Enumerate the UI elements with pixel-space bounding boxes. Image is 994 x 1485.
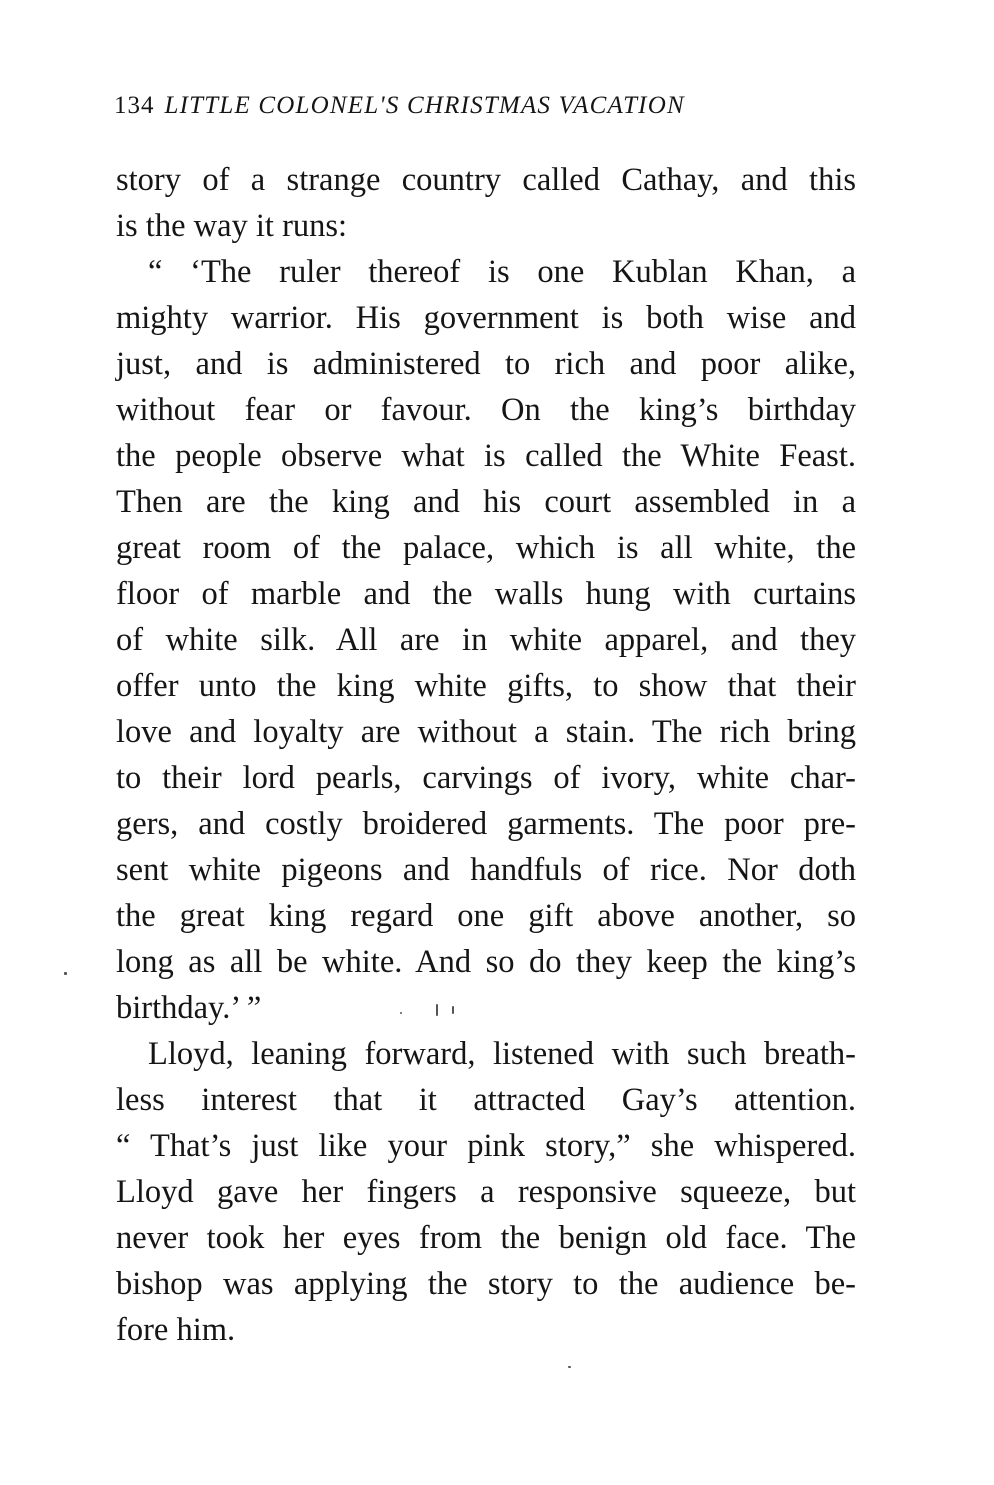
text-line: the great king regard one gift above another, so xyxy=(116,898,856,934)
text-line: mighty warrior. His government is both wise and xyxy=(116,300,856,336)
scan-speck xyxy=(452,1006,454,1014)
text-line: love and loyalty are without a stain. The rich bring xyxy=(116,714,856,750)
text-line: “ That’s just like your pink story,” she whispered. xyxy=(116,1128,856,1164)
text-line: Lloyd gave her fingers a responsive squeeze, but xyxy=(116,1174,856,1210)
text-line: less interest that it attracted Gay’s attention. xyxy=(116,1082,856,1118)
text-line: great room of the palace, which is all white, the xyxy=(116,530,856,566)
text-line: the people observe what is called the White Feast. xyxy=(116,438,856,474)
text-line: gers, and costly broidered garments. The poor pre- xyxy=(116,806,856,842)
text-line: birthday.’ ” xyxy=(116,990,262,1026)
text-line: Then are the king and his court assembled in a xyxy=(116,484,856,520)
text-line: never took her eyes from the benign old face. The xyxy=(116,1220,856,1256)
text-line: bishop was applying the story to the audience be- xyxy=(116,1266,856,1302)
running-title: LITTLE COLONEL'S CHRISTMAS VACATION xyxy=(164,92,685,119)
scan-speck xyxy=(400,1012,402,1014)
text-line: “ ‘The ruler thereof is one Kublan Khan, a xyxy=(148,254,856,290)
scan-speck xyxy=(568,1366,571,1368)
running-header xyxy=(114,88,874,124)
text-line: just, and is administered to rich and poor alike, xyxy=(116,346,856,382)
text-line: is the way it runs: xyxy=(116,208,348,244)
text-line: sent white pigeons and handfuls of rice. Nor doth xyxy=(116,852,856,888)
text-line: fore him. xyxy=(116,1312,236,1348)
page-number: 134 xyxy=(114,92,155,119)
text-line: offer unto the king white gifts, to show that their xyxy=(116,668,856,704)
text-line: story of a strange country called Cathay, and this xyxy=(116,162,856,198)
text-line: to their lord pearls, carvings of ivory, white char- xyxy=(116,760,856,796)
text-line: of white silk. All are in white apparel, and they xyxy=(116,622,856,658)
text-line: without fear or favour. On the king’s birthday xyxy=(116,392,856,428)
text-line: long as all be white. And so do they keep the king’s xyxy=(116,944,856,980)
scan-speck xyxy=(64,972,67,975)
text-line: floor of marble and the walls hung with curtains xyxy=(116,576,856,612)
text-line: Lloyd, leaning forward, listened with such breath- xyxy=(148,1036,856,1072)
scan-speck xyxy=(436,1004,438,1016)
